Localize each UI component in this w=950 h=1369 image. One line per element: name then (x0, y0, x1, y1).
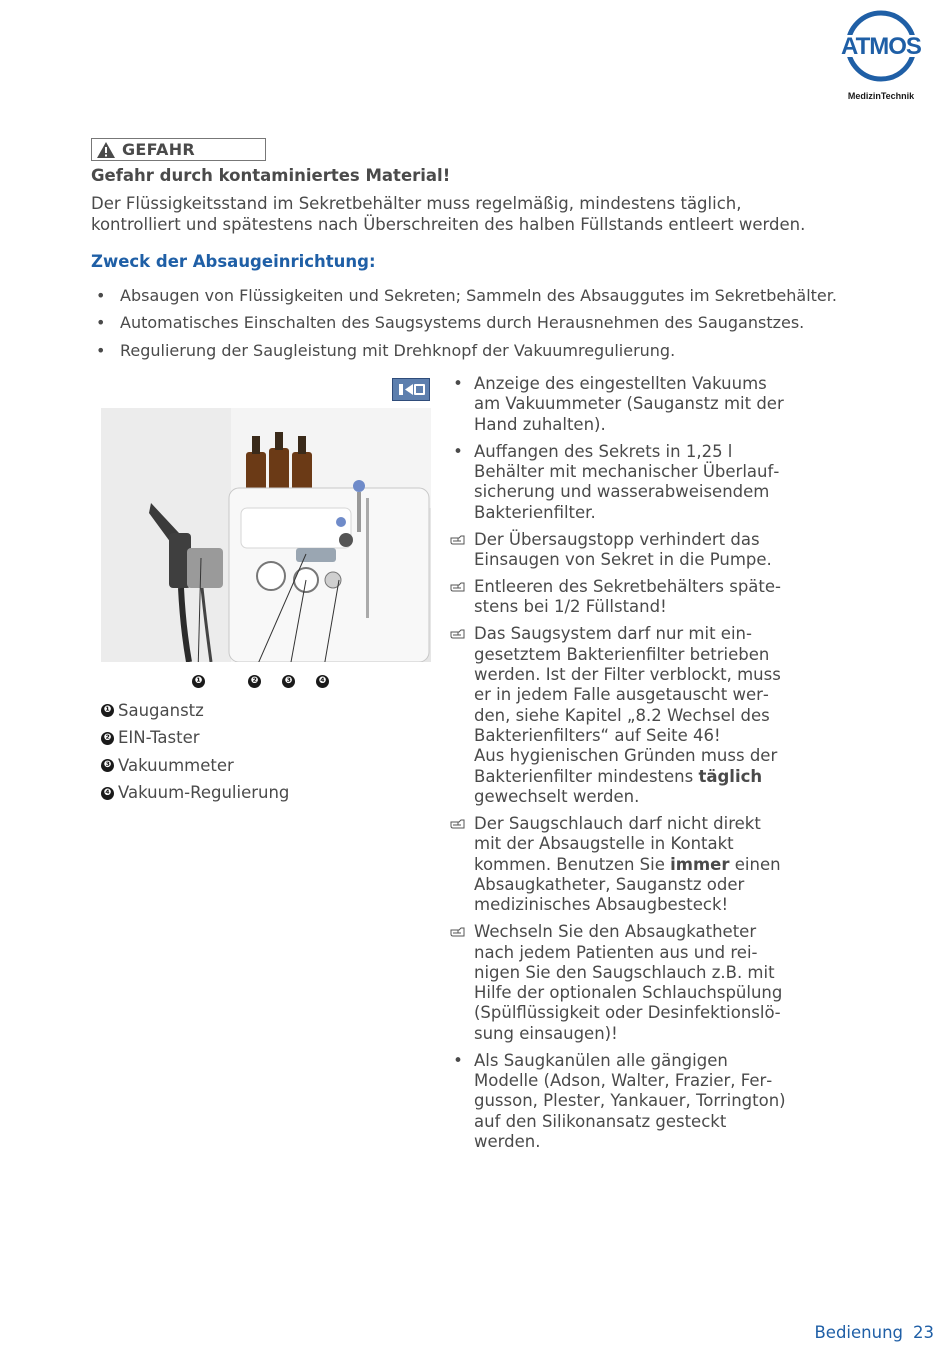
bullet-icon: • (96, 313, 106, 333)
callout-4: ❹ (316, 675, 329, 688)
footer-section: Bedienung (814, 1323, 903, 1342)
danger-heading: Gefahr durch kontaminiertes Material! (91, 166, 451, 185)
note-item (446, 922, 791, 1044)
legend-label: Sauganstz (118, 700, 204, 720)
bullet-icon: • (96, 340, 106, 360)
legend-item (101, 697, 289, 725)
pointing-hand-icon (446, 814, 470, 834)
note-text: einen Absaugkatheter, Sauganstz oder medizinisches Absaugbesteck! (474, 854, 781, 915)
purpose-list (96, 285, 856, 367)
danger-label-box (91, 138, 266, 161)
purpose-item-text: Automatisches Einschalten des Saugsystems durch Herausnehmen des Sauganstzes. (120, 313, 805, 333)
atmos-logo-mark (831, 8, 931, 84)
note-text: Der Übersaugstopp verhindert das Einsaugen von Sekret in die Pumpe. (474, 529, 772, 569)
page-footer (814, 1323, 934, 1342)
pointing-hand-icon (446, 530, 470, 550)
note-text: Auffangen des Sekrets in 1,25 l Behälter mit mechanischer Überlaufsicherung und wasserabweisendem Bakterienfilter. (474, 441, 780, 522)
note-item (446, 624, 791, 807)
legend-number: ❹ (101, 787, 114, 800)
pointing-hand-icon (446, 577, 470, 597)
purpose-item (96, 340, 856, 367)
logo-wordmark: ATMOS (841, 33, 921, 60)
note-text: Als Saugkanülen alle gängigen Modelle (Adson, Walter, Frazier, Fergusson, Plester, Yankauer, Torrington) auf den Silikonansatz gesteckt werden. (474, 1050, 786, 1151)
purpose-item-text: Regulierung der Saugleistung mit Drehknopf der Vakuumregulierung. (120, 340, 676, 360)
figure-callouts (101, 675, 431, 691)
note-item (446, 1051, 791, 1152)
figure-legend (101, 697, 289, 807)
device-photo (101, 408, 431, 662)
bullet-icon: • (96, 286, 106, 305)
warning-triangle-icon (96, 141, 116, 159)
logo-tagline: MedizinTechnik (847, 91, 915, 101)
callout-1: ❶ (192, 675, 205, 688)
legend-label: Vakuum-Regulierung (118, 783, 290, 803)
video-icon[interactable] (392, 378, 430, 401)
purpose-item (96, 285, 856, 312)
pointing-hand-icon (446, 922, 470, 942)
callout-3: ❸ (282, 675, 295, 688)
pointing-hand-icon (446, 624, 470, 644)
purpose-item (96, 312, 856, 339)
legend-item (101, 780, 289, 808)
note-item (446, 577, 791, 618)
note-text: Wechseln Sie den Absaugkatheter nach jedem Patienten aus und reinigen Sie den Saugschlauch z.B. mit Hilfe der optionalen Schlauchspülung (Spülflüssigkeit oder Desinfektionslösung einsaugen)! (474, 922, 783, 1043)
note-text: gewechselt werden. (474, 786, 640, 806)
callout-2: ❷ (248, 675, 261, 688)
danger-text: Der Flüssigkeitsstand im Sekretbehälter muss regelmäßig, mindestens täglich, kontrolliert und spätestens nach Überschreiten des halben Füllstands entleert werden. (91, 194, 806, 234)
note-emphasis: täglich (698, 766, 763, 786)
note-item (446, 374, 791, 435)
notes-column (446, 374, 791, 1159)
note-item (446, 814, 791, 915)
note-item (446, 530, 791, 571)
bullet-icon: • (453, 1050, 463, 1070)
atmos-logo (831, 8, 931, 100)
section-heading: Zweck der Absaugeinrichtung: (91, 252, 376, 271)
note-text: Anzeige des eingestellten Vakuums am Vakuummeter (Sauganstz mit der Hand zuhalten). (474, 374, 784, 434)
bullet-icon: • (453, 374, 463, 393)
note-text: Das Saugsystem darf nur mit eingesetztem Bakterienfilter betrieben werden. Ist der Filter verblockt, muss er in jedem Falle ausgetauscht werden, siehe Kapitel „8.2 Wechsel des Bakterienfilters“ auf Seite 46! (474, 624, 781, 745)
legend-label: Vakuummeter (118, 755, 234, 775)
note-text: Der Saugschlauch darf nicht direkt mit der Absaugstelle in Kontakt kommen. Benutzen Sie (474, 813, 761, 874)
purpose-item-text: Absaugen von Flüssigkeiten und Sekreten; Sammeln des Absauggutes im Sekretbehälter. (120, 286, 837, 305)
legend-item (101, 752, 289, 780)
legend-number: ❷ (101, 732, 114, 745)
page-number: 23 (913, 1323, 934, 1342)
note-item (446, 442, 791, 523)
legend-number: ❶ (101, 704, 114, 717)
note-text: Aus hygienischen Gründen muss der Bakterienfilter mindestens (474, 746, 778, 786)
danger-label: GEFAHR (122, 140, 196, 159)
note-text: Entleeren des Sekretbehälters spätestens bei 1/2 Füllstand! (474, 577, 781, 617)
bullet-icon: • (453, 441, 463, 461)
legend-number: ❸ (101, 759, 114, 772)
note-emphasis: immer (670, 854, 730, 874)
legend-item (101, 725, 289, 753)
legend-label: EIN-Taster (118, 728, 200, 748)
